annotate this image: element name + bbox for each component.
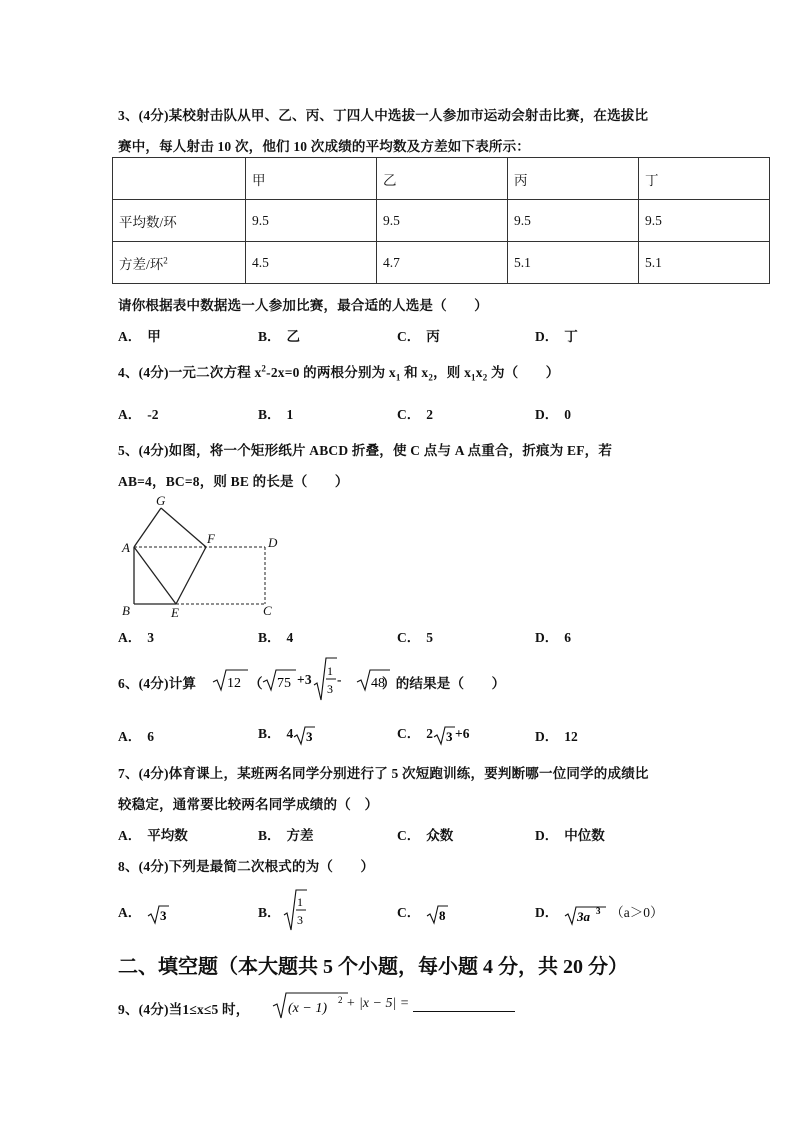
option-text: 4 [286, 630, 294, 645]
q6-open: （ [249, 676, 263, 691]
q4-mid3: ，则 x [433, 365, 472, 380]
fold-rectangle-figure [110, 490, 300, 622]
sqrt-3 [293, 724, 315, 746]
option-text: 方差 [286, 828, 314, 843]
option-label: D． [535, 407, 559, 422]
table-cell: 9.5 [377, 200, 508, 242]
numerator: 1 [327, 664, 333, 678]
option-label: D． [535, 729, 559, 744]
sqrt-12 [212, 667, 248, 693]
option-label: B． [258, 329, 281, 344]
table-cell: 9.5 [246, 200, 377, 242]
option-text: 甲 [147, 329, 161, 344]
radicand: 8 [439, 907, 446, 923]
q6-option-a[interactable] [118, 725, 154, 745]
label-G: G [156, 493, 166, 508]
option-label: B． [258, 828, 281, 843]
label-B: B [122, 603, 130, 618]
option-text: 2 [426, 407, 433, 422]
option-tail: +6 [455, 726, 470, 741]
option-text: 0 [564, 407, 571, 422]
q4-post: 为（ ） [487, 365, 560, 380]
q4-option-b[interactable] [258, 403, 293, 423]
sqrt-75 [262, 667, 296, 693]
option-label: B． [258, 905, 281, 920]
option-label: A． [118, 729, 142, 744]
q9-stem [118, 998, 249, 1018]
q4-mid: -2x=0 的两根分别为 x [266, 365, 396, 380]
option-label: B． [258, 630, 281, 645]
q6-plus3: +3 [297, 672, 312, 687]
label-D: D [268, 535, 278, 550]
sqrt-3 [433, 724, 455, 746]
option-label: C． [397, 828, 421, 843]
q9-condition: 1≤x≤5 [182, 1002, 219, 1017]
table-cell: 9.5 [508, 200, 639, 242]
q3-line2: 赛中，每人射击 10 次，他们 10 次成绩的平均数及方差如下表所示： [118, 139, 530, 154]
option-label: A． [118, 329, 142, 344]
option-text: 平均数 [147, 828, 188, 843]
q4-option-c[interactable] [397, 403, 433, 423]
segment-GF [161, 508, 206, 547]
option-label: A． [118, 828, 142, 843]
radicand: 12 [227, 676, 241, 691]
q4-option-a[interactable] [118, 403, 159, 423]
q5-option-a[interactable] [118, 626, 154, 646]
sqrt-fraction [313, 655, 337, 703]
option-text: 丙 [426, 329, 440, 344]
table-cell [113, 158, 246, 200]
option-label: C． [397, 726, 421, 741]
q7-option-d[interactable] [535, 824, 605, 844]
q3-question: 请你根据表中数据选一人参加比赛，最合适的人选是（ ） [118, 298, 488, 313]
table-header: 甲 [246, 158, 377, 200]
table-cell: 5.1 [639, 242, 770, 284]
denominator: 3 [327, 682, 333, 696]
q7-line1: 7、(4分)体育课上，某班两名同学分别进行了 5 次短跑训练，要判断哪一位同学的成绩比 [118, 766, 649, 781]
option-label: C． [397, 329, 421, 344]
q8-option-d[interactable] [535, 901, 664, 926]
q3-option-d[interactable] [535, 325, 578, 345]
option-label: A． [118, 407, 142, 422]
q9-pre: 9、(4分)当 [118, 1002, 183, 1017]
q4-sub: 2 [482, 372, 488, 383]
q7-option-c[interactable] [397, 824, 453, 844]
q6-pre: 6、(4分)计算 [118, 676, 197, 691]
option-label: D． [535, 828, 559, 843]
q3-option-a[interactable] [118, 325, 161, 345]
q5-line1: 5、(4分)如图，将一个矩形纸片 ABCD 折叠，使 C 点与 A 点重合，折痕为 EF，若 [118, 443, 613, 458]
q4-mid4: x [475, 365, 483, 380]
table-header: 丙 [508, 158, 639, 200]
option-text: 6 [147, 729, 154, 744]
q5-option-c[interactable] [397, 626, 433, 646]
radicand: (x − 1) [288, 1001, 327, 1016]
option-label: C． [397, 630, 421, 645]
q6-option-c[interactable] [397, 722, 469, 746]
segment-AG [134, 508, 161, 547]
row-label-sup: 2 [163, 255, 168, 265]
radicand: 48 [371, 676, 385, 691]
score-table [112, 157, 770, 284]
table-header: 乙 [377, 158, 508, 200]
q3-option-b[interactable] [258, 325, 300, 345]
table-cell: 4.7 [377, 242, 508, 284]
q9-expr2: + |x − 5| = [346, 996, 410, 1011]
q6-option-d[interactable] [535, 725, 578, 745]
q5-option-b[interactable] [258, 626, 293, 646]
q4-mid2: 和 x [400, 365, 429, 380]
option-label: B． [258, 726, 281, 741]
row-label: 平均数/环 [113, 200, 246, 242]
label-A: A [122, 540, 130, 555]
sqrt-3 [147, 903, 169, 925]
option-condition: （a＞0） [610, 905, 664, 920]
option-text: 3 [147, 630, 154, 645]
table-header-row [113, 158, 770, 200]
q4-sub: 1 [471, 372, 476, 383]
option-label: B． [258, 407, 281, 422]
row-label-text: 方差/环 [119, 256, 164, 272]
q4-option-d[interactable] [535, 403, 571, 423]
q3-line1: 3、(4分)某校射击队从甲、乙、丙、丁四人中选拔一人参加市运动会射击比赛，在选拔比 [118, 108, 649, 123]
q6-option-b[interactable] [258, 722, 315, 746]
option-label: C． [397, 905, 421, 920]
radicand: 3 [160, 907, 167, 923]
q4-sub: 2 [428, 372, 434, 383]
radicand: 3 [446, 728, 453, 744]
q4-stem [118, 361, 559, 383]
option-text: -2 [147, 407, 159, 422]
option-label: A． [118, 905, 142, 920]
numerator: 1 [297, 895, 303, 909]
table-header: 丁 [639, 158, 770, 200]
q6-minus: - [337, 672, 342, 687]
option-label: D． [535, 630, 559, 645]
q9-expression [346, 996, 515, 1012]
label-E: E [171, 605, 179, 620]
sqrt-8 [426, 903, 448, 925]
segment-AE [134, 547, 176, 604]
option-text: 6 [564, 630, 571, 645]
q7-option-a[interactable] [118, 824, 188, 844]
sqrt-3a-cubed [564, 902, 606, 926]
option-text: 众数 [426, 828, 454, 843]
label-F: F [207, 531, 215, 546]
section-title: 二、填空题（本大题共 5 个小题，每小题 4 分，共 20 分） [118, 956, 628, 978]
q7-option-b[interactable] [258, 824, 314, 844]
option-text: 1 [286, 407, 294, 422]
option-label: D． [535, 905, 559, 920]
option-text: 12 [564, 729, 578, 744]
q5-line2: AB=4，BC=8，则 BE 的长是（ ） [118, 474, 349, 489]
option-text: 中位数 [564, 828, 605, 843]
option-label: C． [397, 407, 421, 422]
radicand: 3 [306, 728, 313, 744]
q4-pre: 4、(4分)一元二次方程 x [118, 365, 262, 380]
q7-line2: 较稳定，通常要比较两名同学成绩的（ ） [118, 797, 379, 812]
q9-post: 时， [218, 1002, 250, 1017]
sqrt-one-third [283, 887, 307, 933]
option-text: 5 [426, 630, 433, 645]
table-cell: 9.5 [639, 200, 770, 242]
radicand-exponent: 2 [338, 995, 343, 1005]
answer-blank[interactable] [413, 997, 515, 1012]
sqrt-square-expression [272, 990, 348, 1020]
option-label: A． [118, 630, 142, 645]
denominator: 3 [297, 913, 303, 927]
label-C: C [263, 603, 272, 618]
q8-option-a[interactable] [118, 901, 169, 925]
q4-sub: 1 [395, 372, 401, 383]
row-label [113, 242, 246, 284]
table-row [113, 200, 770, 242]
q8-stem: 8、(4分)下列是最简二次根式的为（ ） [118, 859, 375, 874]
option-text: 乙 [286, 329, 301, 344]
radicand: 75 [277, 676, 291, 691]
table-cell: 4.5 [246, 242, 377, 284]
q8-option-c[interactable] [397, 901, 448, 925]
q6-post: ）的结果是（ ） [382, 676, 506, 691]
q3-option-c[interactable] [397, 325, 440, 345]
q5-option-d[interactable] [535, 626, 571, 646]
table-row [113, 242, 770, 284]
option-text: 2 [426, 726, 433, 741]
crease-EF [176, 547, 206, 604]
option-text: 丁 [564, 329, 578, 344]
radicand-exponent: 3 [596, 905, 601, 916]
table-cell: 5.1 [508, 242, 639, 284]
q4-sup: 2 [261, 363, 267, 374]
option-text: 4 [286, 726, 294, 741]
radicand: 3a [577, 908, 591, 924]
option-label: D． [535, 329, 559, 344]
